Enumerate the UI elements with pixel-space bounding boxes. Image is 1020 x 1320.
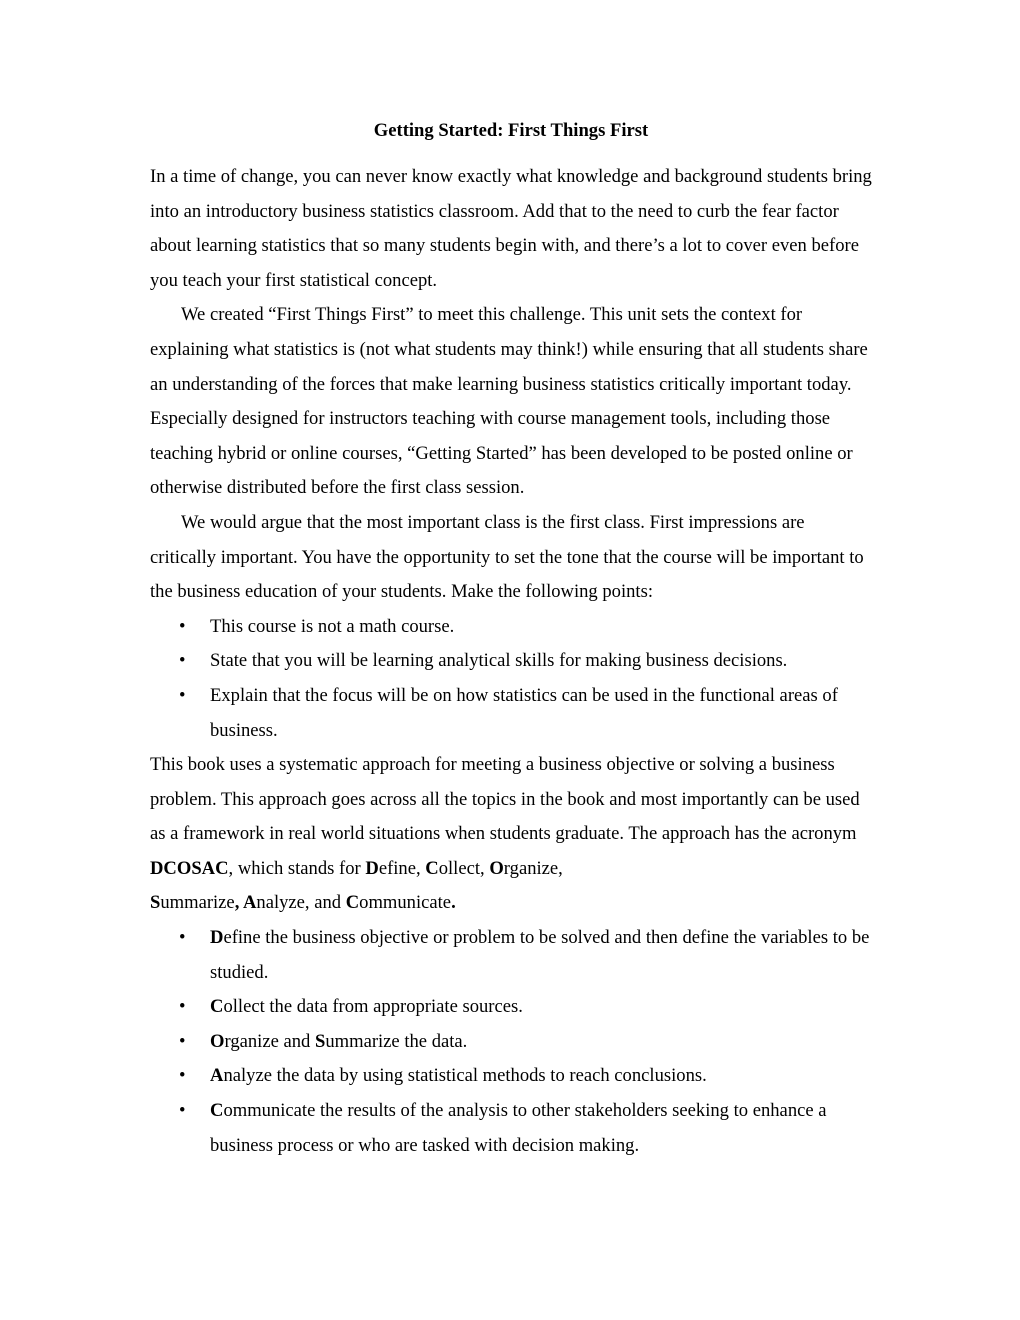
step-text: ummarize the data. xyxy=(325,1030,468,1052)
bullet-icon: • xyxy=(179,1030,186,1052)
document-body xyxy=(150,114,872,1163)
step-text: ollect the data from appropriate sources. xyxy=(223,996,523,1018)
step-text: nalyze the data by using statistical methods to reach conclusions. xyxy=(223,1065,707,1087)
letter-o: O xyxy=(489,857,504,879)
list-item xyxy=(150,1094,872,1163)
bullet-icon: • xyxy=(179,650,186,672)
letter-s: S xyxy=(150,892,161,914)
bullet-icon: • xyxy=(179,996,186,1018)
word-rest: rganize, xyxy=(503,857,563,879)
step-letter: C xyxy=(210,996,224,1018)
list-item xyxy=(150,1059,872,1094)
word-rest: efine, xyxy=(378,857,426,879)
step-letter: O xyxy=(210,1030,225,1052)
list-item-text: State that you will be learning analytical skills for making business decisions. xyxy=(210,650,788,672)
list-item xyxy=(150,679,872,748)
list-item xyxy=(150,990,872,1025)
letter-d: D xyxy=(365,857,379,879)
list-item xyxy=(150,610,872,645)
letter-c: C xyxy=(425,857,439,879)
letter-a: A xyxy=(239,892,257,914)
acronym-dcosac: DCOSAC xyxy=(150,857,229,879)
bullet-icon: • xyxy=(179,927,186,949)
bullet-icon: • xyxy=(179,615,186,637)
page-title: Getting Started: First Things First xyxy=(373,120,649,141)
word-rest: ummarize xyxy=(160,892,235,914)
bullet-icon: • xyxy=(179,1100,186,1122)
first-things-paragraph: We created “First Things First” to meet this challenge. This unit sets the context for explaining what statistics is (not what students may think!) while ensuring that all students share an understanding of the forces that make learning business statistics critically important today. Especially designed for instructors teaching with course management tools, including those teaching hybrid or online courses, “Getting Started” has been developed to be posted online or otherwise distributed before the first class session. xyxy=(150,304,868,499)
step-letter: A xyxy=(210,1065,224,1087)
step-letter: D xyxy=(210,927,224,949)
approach-text: This book uses a systematic approach for meeting a business objective or solving a business problem. This approach goes across all the topics in the book and most importantly can be used as a framework in real world situations when students graduate. The approach has the acronym xyxy=(150,754,860,845)
dcosac-steps-list xyxy=(150,921,872,1163)
approach-text: , which stands for xyxy=(228,857,366,879)
list-item-text: Explain that the focus will be on how statistics can be used in the functional areas of business. xyxy=(210,684,838,741)
step-text: ommunicate the results of the analysis to other stakeholders seeking to enhance a business process or who are tasked with decision making. xyxy=(210,1100,827,1156)
step-letter: C xyxy=(210,1100,224,1122)
list-item xyxy=(150,921,872,990)
list-item xyxy=(150,1025,872,1060)
step-text: rganize and xyxy=(224,1030,315,1052)
word-rest: nalyze, and xyxy=(256,892,346,914)
bullet-icon: • xyxy=(179,1065,186,1087)
approach-paragraph xyxy=(150,748,872,921)
word-rest: ommunicate xyxy=(359,892,452,914)
list-item xyxy=(150,644,872,679)
bullet-icon: • xyxy=(179,684,186,706)
step-letter: S xyxy=(315,1030,326,1052)
bold-period: . xyxy=(451,892,456,914)
letter-c: C xyxy=(345,892,360,914)
first-class-paragraph: We would argue that the most important class is the first class. First impressions are critically important. You have the opportunity to set the tone that the course will be important to the business education of your students. Make the following points: xyxy=(150,511,864,603)
intro-paragraph: In a time of change, you can never know exactly what knowledge and background students bring into an introductory business statistics classroom. Add that to the need to curb the fear factor about learning statistics that so many students begin with, and there’s a lot to cover even before you teach your first statistical concept. xyxy=(150,166,872,291)
list-item-text: This course is not a math course. xyxy=(210,615,455,637)
step-text: efine the business objective or problem to be solved and then define the variables to be studied. xyxy=(210,927,870,983)
points-list xyxy=(150,610,872,748)
word-rest: ollect, xyxy=(438,857,490,879)
bold-comma: , xyxy=(234,892,240,914)
